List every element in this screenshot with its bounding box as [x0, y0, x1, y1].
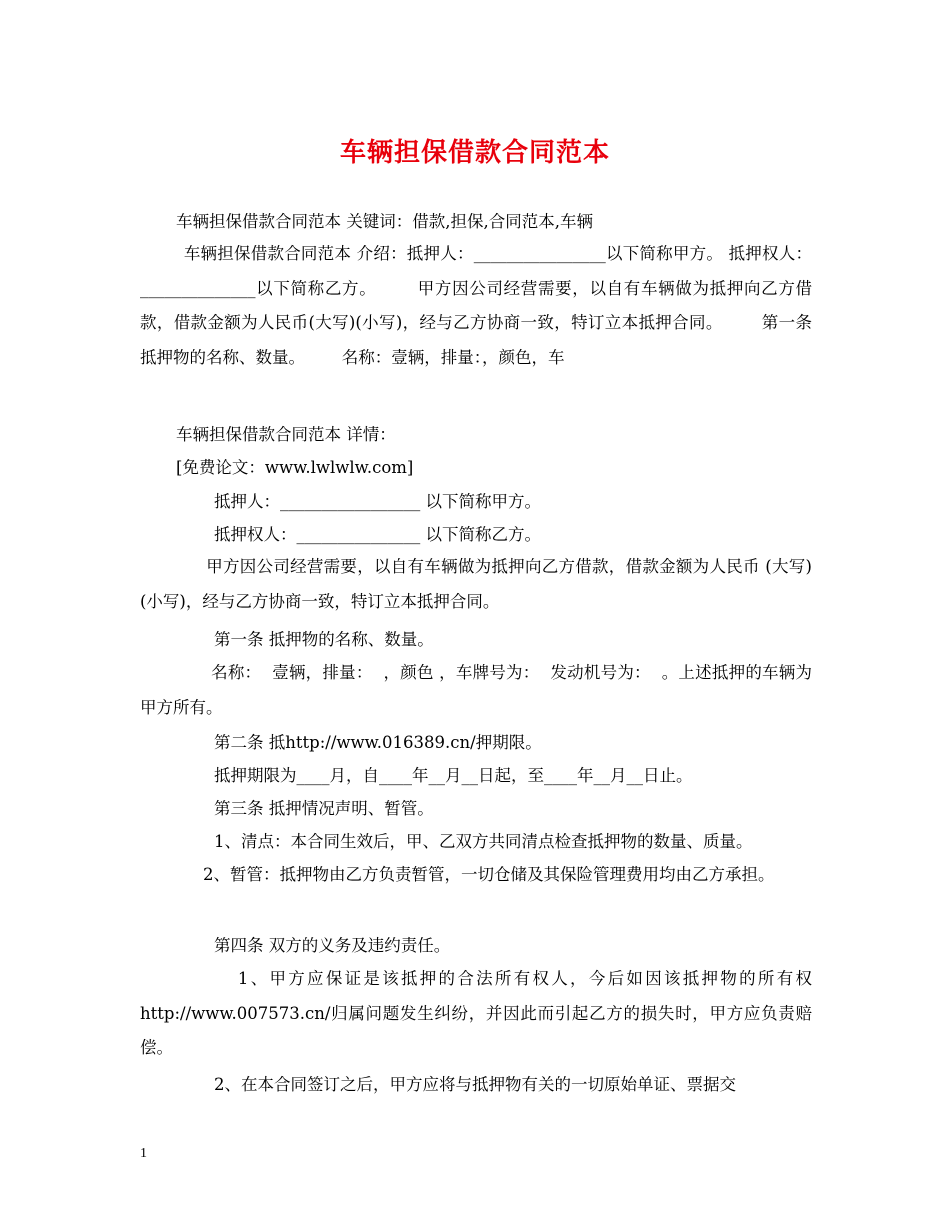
loan-paragraph: 甲方因公司经营需要，以自有车辆做为抵押向乙方借款，借款金额为人民币 (大写) (小写)，经与乙方协商一致，特订立本抵押合同。	[140, 557, 818, 611]
item-3-2: 2、暂管：抵押物由乙方负责暂管，一切仓储及其保险管理费用均由乙方承担。	[140, 865, 775, 884]
source-note: [免费论文：www.lwlwlw.com]	[176, 458, 414, 477]
article-3-heading: 第三条 抵押情况声明、暂管。	[214, 799, 434, 818]
intro-paragraph: 车辆担保借款合同范本 介绍：抵押人：________________以下简称甲方。 抵押权人：______________以下简称乙方。 甲方因公司经营需要，以自有车辆做为抵押向乙方借款，借款金额为人民币(大写)(小写)，经与乙方协商一致，特订立本抵押合同。 第一条抵押物的名称、数量。 名称：壹辆，排量：，颜色，车	[140, 244, 812, 367]
article-4-heading: 第四条 双方的义务及违约责任。	[214, 936, 451, 955]
keywords-line: 车辆担保借款合同范本 关键词：借款,担保,合同范本,车辆	[176, 212, 593, 231]
term-line: 抵押期限为____月，自____年__月__日起，至____年__月__日止。	[214, 766, 693, 785]
item-4-1: 1、甲方应保证是该抵押的合法所有权人，今后如因该抵押物的所有权http://www.007573.cn/归属问题发生纠纷，并因此而引起乙方的损失时，甲方应负责赔偿。	[140, 969, 812, 1057]
vehicle-name-paragraph: 名称： 壹辆，排量： ，颜色 ，车牌号为： 发动机号为： 。上述抵押的车辆为甲方所有。	[140, 663, 812, 717]
detail-label: 车辆担保借款合同范本 详情：	[176, 425, 396, 444]
document-title: 车辆担保借款合同范本	[339, 138, 610, 168]
article-1-heading: 第一条 抵押物的名称、数量。	[214, 630, 434, 649]
mortgagee-line: 抵押权人：_______________ 以下简称乙方。	[214, 525, 541, 544]
page-number: 1	[140, 1146, 147, 1161]
article-2-heading: 第二条 抵http://www.016389.cn/押期限。	[214, 733, 542, 752]
item-4-2: 2、在本合同签订之后，甲方应将与抵押物有关的一切原始单证、票据交	[214, 1075, 736, 1094]
mortgagor-line: 抵押人：_________________ 以下简称甲方。	[214, 492, 541, 511]
item-3-1: 1、清点：本合同生效后，甲、乙双方共同清点检查抵押物的数量、质量。	[214, 832, 753, 851]
